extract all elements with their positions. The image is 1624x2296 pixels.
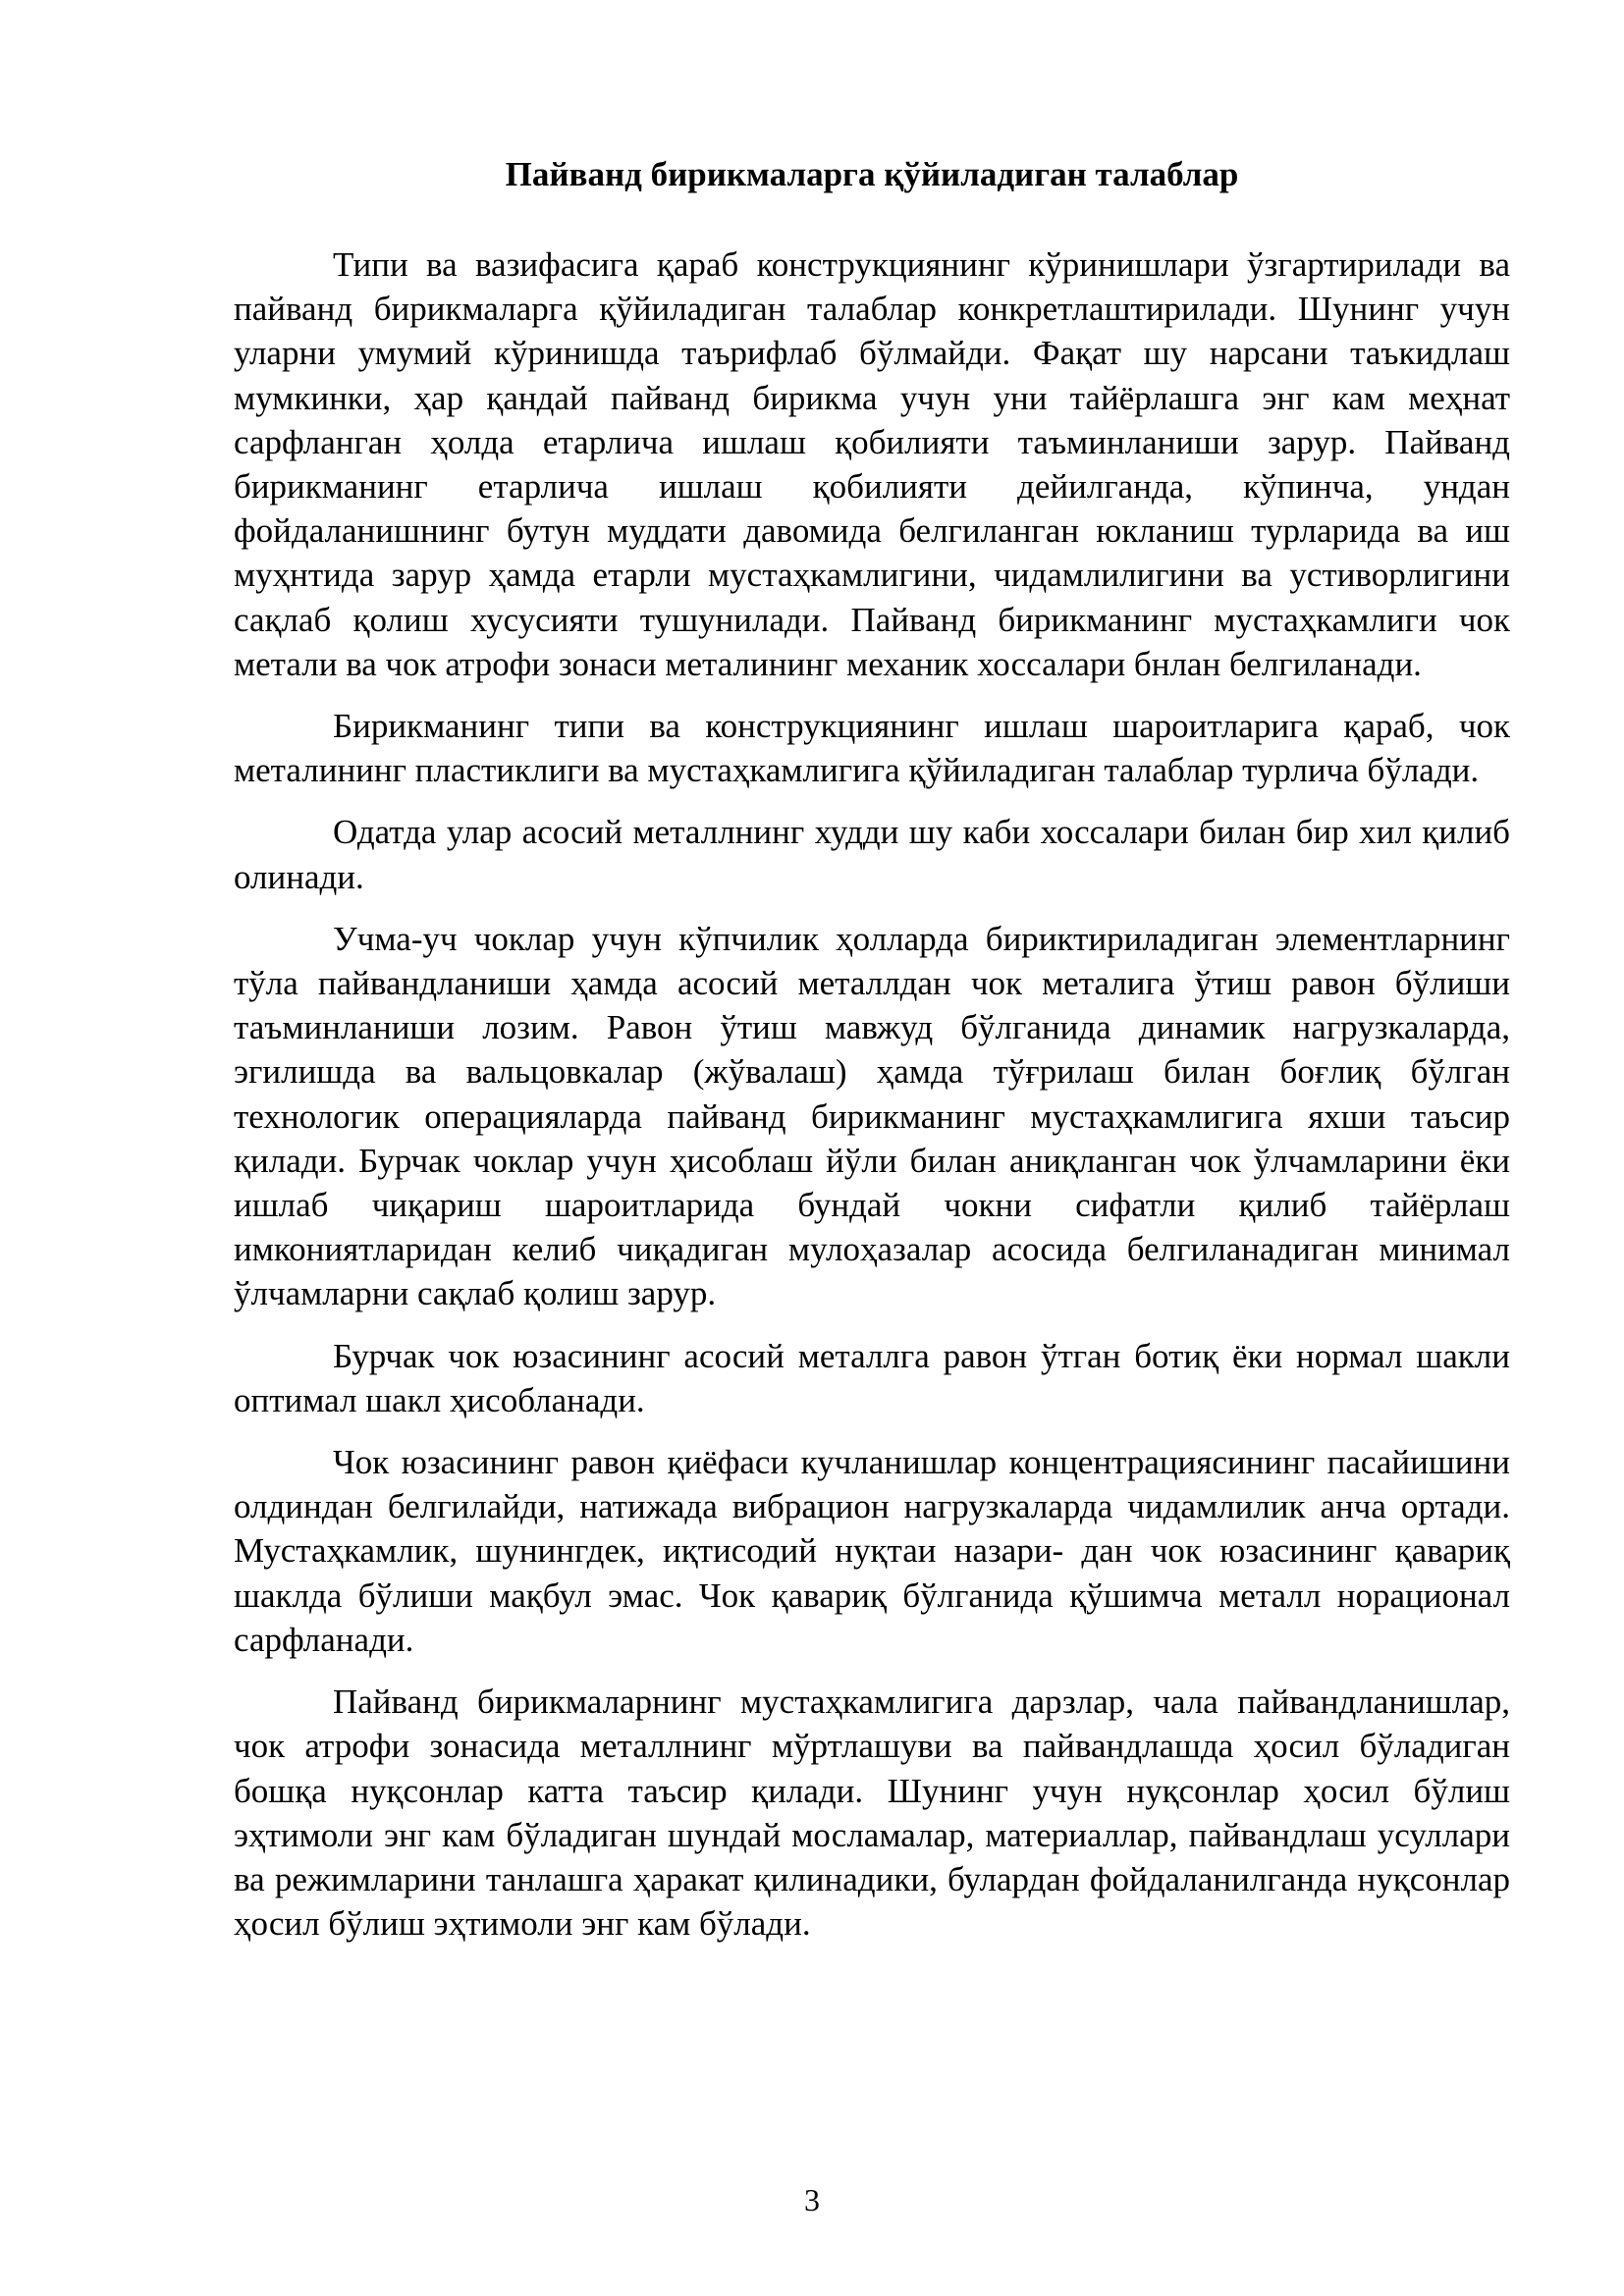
page-number: 3: [804, 2182, 820, 2217]
paragraph-4: Учма-уч чоклар учун кўпчилик ҳолларда бириктириладиган элементларнинг тўла пайвандланиши ҳамда асосий металлдан чок металига ўтиш равон бўлиши таъминланиши лозим. Равон ўтиш мавжуд бўлганида динамик нагрузкаларда, эгилишда ва вальцовкалар (жўвалаш) ҳамда тўғрилаш билан боғлиқ бўлган технологик операцияларда пайванд бирикманинг мустаҳкамлигига яхши таъсир қилади. Бурчак чоклар учун ҳисоблаш йўли билан аниқланган чок ўлчамларини ёки ишлаб чиқариш шароитларида бундай чокни сифатли қилиб тайёрлаш имкониятларидан келиб чиқадиган мулоҳазалар асосида белгиланадиган минимал ўлчамларни сақлаб қолиш зарур.: [234, 919, 1510, 1313]
page-title: Пайванд бирикмаларга қўйиладиган талаблар: [505, 155, 1239, 193]
paragraph-5: Бурчак чок юзасининг асосий металлга равон ўтган ботиқ ёки нормал шакли оптимал шакл ҳисобланади.: [234, 1336, 1510, 1419]
paragraph-2: Бирикманинг типи ва конструкциянинг ишлаш шароитларига қараб, чок металининг пластиклиги ва мустаҳкамлигига қўйиладиган талаблар турлича бўлади.: [234, 707, 1510, 790]
paragraph-3: Одатда улар асосий металлнинг худди шу каби хоссалари билан бир хил қилиб олинади.: [234, 813, 1510, 896]
document-body: [234, 242, 1510, 1963]
paragraph-6: Чок юзасининг равон қиёфаси кучланишлар концентрациясининг пасайишини олдиндан белгилайди, натижада вибрацион нагрузкаларда чидамлилик анча ортади. Мустаҳкамлик, шунингдек, иқтисодий нуқтаи назари- дан чок юзасининг қавариқ шаклда бўлиши мақбул эмас. Чок қавариқ бўлганида қўшимча металл норационал сарфланади.: [234, 1443, 1510, 1659]
paragraph-1: Типи ва вазифасига қараб конструкциянинг кўринишлари ўзгартирилади ва пайванд бирикмаларга қўйиладиган талаблар конкретлаштирилади. Шунинг учун уларни умумий кўринишда таърифлаб бўлмайди. Фақат шу нарсани таъкидлаш мумкинки, ҳар қандай пайванд бирикма учун уни тайёрлашга энг кам меҳнат сарфланган ҳолда етарлича ишлаш қобилияти таъминланиши зарур. Пайванд бирикманинг етарлича ишлаш қобилияти дейилганда, кўпинча, ундан фойдаланишнинг бутун муддати давомида белгиланган юкланиш турларида ва иш муҳнтида зарур ҳамда етарли мустаҳкамлигини, чидамлилигини ва устиворлигини сақлаб қолиш хусусияти тушунилади. Пайванд бирикманинг мустаҳкамлиги чок метали ва чок атрофи зонаси металининг механик хоссалари бнлан белгиланади.: [234, 245, 1510, 683]
paragraph-7: Пайванд бирикмаларнинг мустаҳкамлигига дарзлар, чала пайвандланишлар, чок атрофи зонасида металлнинг мўртлашуви ва пайвандлашда ҳосил бўладиган бошқа нуқсонлар катта таъсир қилади. Шунинг учун нуқсонлар ҳосил бўлиш эҳтимоли энг кам бўладиган шундай мосламалар, материаллар, пайвандлаш усуллари ва режимларини танлашга ҳаракат қилинадики, булардан фойдаланилганда нуқсонлар ҳосил бўлиш эҳтимоли энг кам бўлади.: [234, 1682, 1510, 1944]
